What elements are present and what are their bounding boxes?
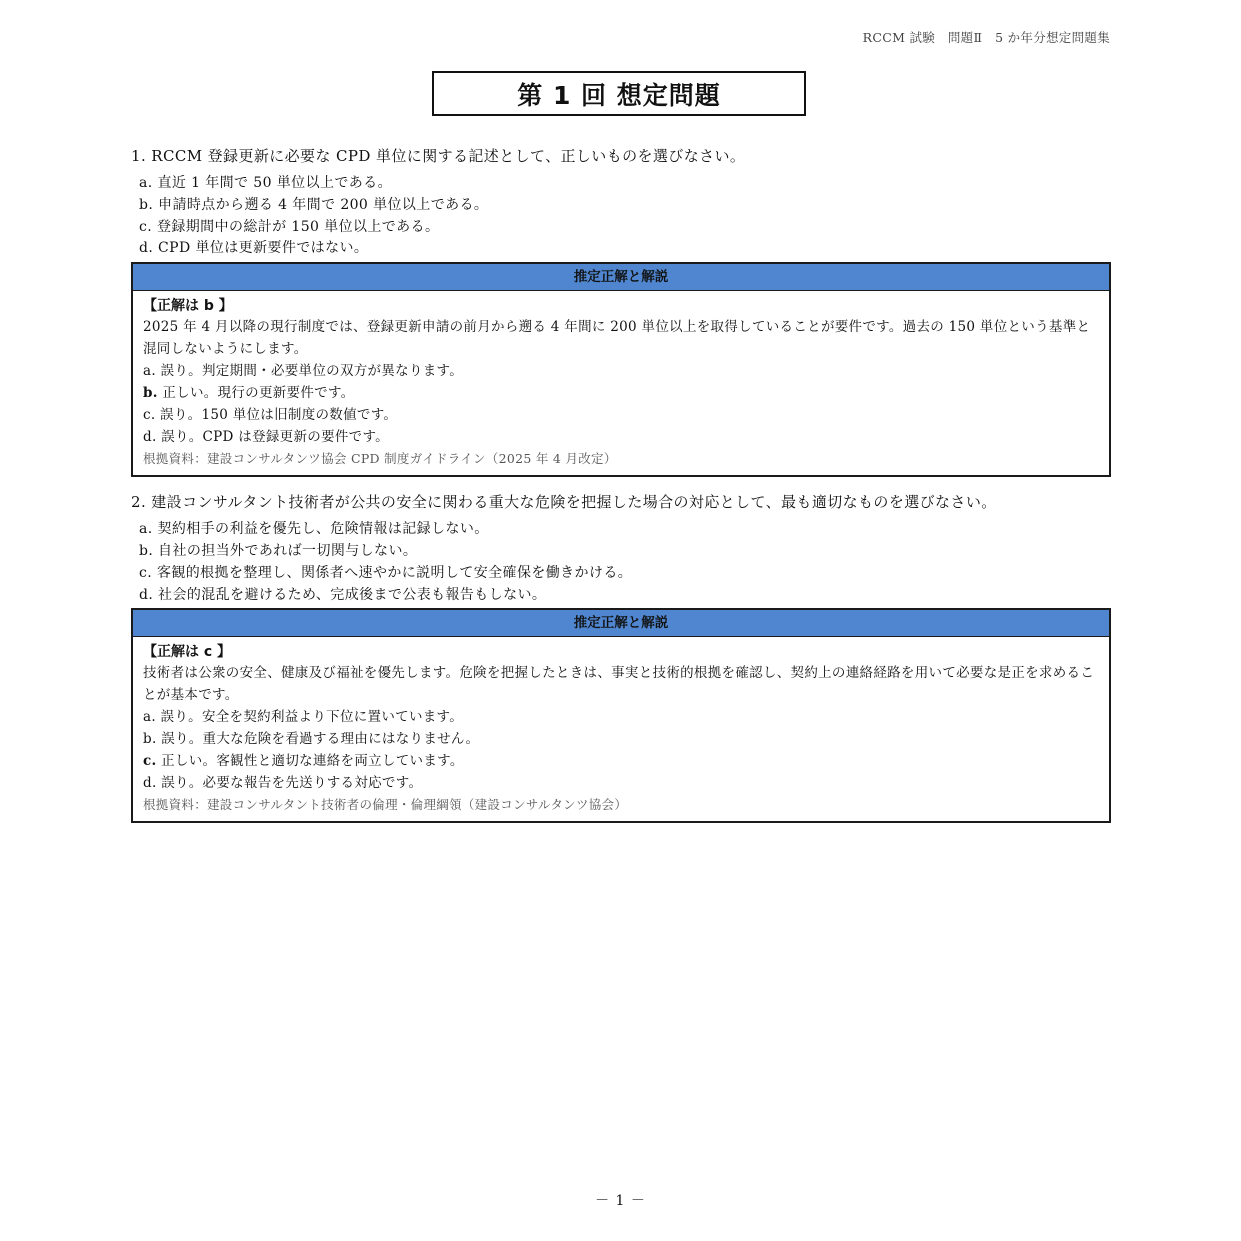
option-a: a. 契約相手の利益を優先し、危険情報は記録しない。: [139, 521, 489, 538]
answer-box-2: [131, 608, 1111, 823]
answer-line-text: 正しい。現行の更新要件です。: [157, 385, 355, 402]
answer-line-label: d.: [143, 775, 157, 792]
question-2-options: [131, 519, 1111, 606]
answer-line-d: [143, 426, 1097, 448]
running-header: RCCM 試験 問題Ⅱ 5 か年分想定問題集: [862, 30, 1110, 45]
correct-answer: 【正解は c 】: [143, 644, 232, 661]
answer-line-label: b.: [143, 385, 158, 402]
correct-answer: 【正解は b 】: [143, 298, 233, 315]
answer-body: [133, 637, 1109, 821]
answer-source: 根拠資料：建設コンサルタンツ協会 CPD 制度ガイドライン（2025 年 4 月改定）: [143, 451, 617, 467]
answer-explanation: 2025 年 4 月以降の現行制度では、登録更新申請の前月から遡る 4 年間に 200 単位以上を取得していることが要件です。過去の 150 単位という基準と混同しないようにします。: [143, 319, 1091, 357]
answer-line-b: [143, 728, 1097, 750]
answer-line-text: 正しい。客観性と適切な連絡を両立しています。: [156, 753, 464, 770]
answer-line-b: [143, 382, 1097, 404]
answer-line-text: 誤り。判定期間・必要単位の双方が異なります。: [155, 363, 464, 380]
answer-line-a: [143, 706, 1097, 728]
question-1: [131, 145, 1111, 477]
answer-heading: 推定正解と解説: [133, 264, 1109, 291]
question-2: [131, 491, 1111, 823]
option-b: b. 申請時点から遡る 4 年間で 200 単位以上である。: [139, 196, 489, 213]
question-1-options: [131, 173, 1111, 260]
page-number: － 1 －: [595, 1193, 646, 1209]
option-b: b. 自社の担当外であれば一切関与しない。: [139, 542, 418, 559]
page-title: 第 1 回 想定問題: [432, 71, 806, 116]
answer-line-label: b.: [143, 731, 157, 748]
option-c: c. 登録期間中の総計が 150 単位以上である。: [139, 218, 440, 235]
answer-line-c: [143, 750, 1097, 772]
answer-line-text: 誤り。必要な報告を先送りする対応です。: [156, 775, 423, 792]
answer-line-text: 誤り。150 単位は旧制度の数値です。: [155, 407, 398, 424]
answer-line-label: c.: [143, 753, 157, 770]
answer-line-text: 誤り。CPD は登録更新の要件です。: [156, 429, 389, 446]
answer-line-label: d.: [143, 429, 157, 446]
answer-heading: 推定正解と解説: [133, 610, 1109, 637]
answer-line-text: 誤り。重大な危険を看過する理由にはなりません。: [156, 731, 480, 748]
answer-source: 根拠資料：建設コンサルタント技術者の倫理・倫理綱領（建設コンサルタンツ協会）: [143, 797, 628, 813]
answer-line-text: 誤り。安全を契約利益より下位に置いています。: [155, 709, 464, 726]
answer-line-d: [143, 772, 1097, 794]
answer-line-a: [143, 360, 1097, 382]
question-1-text: 1. RCCM 登録更新に必要な CPD 単位に関する記述として、正しいものを選びなさい。: [131, 147, 746, 165]
answer-line-label: a.: [143, 363, 156, 380]
option-a: a. 直近 1 年間で 50 単位以上である。: [139, 175, 392, 191]
question-2-text: 2. 建設コンサルタント技術者が公共の安全に関わる重大な危険を把握した場合の対応として、最も適切なものを選びなさい。: [131, 493, 997, 512]
option-d: d. 社会的混乱を避けるため、完成後まで公表も報告もしない。: [139, 586, 547, 603]
answer-explanation: 技術者は公衆の安全、健康及び福祉を優先します。危険を把握したときは、事実と技術的根拠を確認し、契約上の連絡経路を用いて必要な是正を求めることが基本です。: [143, 665, 1095, 703]
answer-body: [133, 291, 1109, 475]
answer-line-label: a.: [143, 709, 156, 726]
answer-line-label: c.: [143, 407, 156, 424]
option-d: d. CPD 単位は更新要件ではない。: [139, 240, 369, 257]
answer-box-1: [131, 262, 1111, 477]
option-c: c. 客観的根拠を整理し、関係者へ速やかに説明して安全確保を働きかける。: [139, 564, 633, 581]
content-area: [131, 145, 1111, 823]
answer-line-c: [143, 404, 1097, 426]
